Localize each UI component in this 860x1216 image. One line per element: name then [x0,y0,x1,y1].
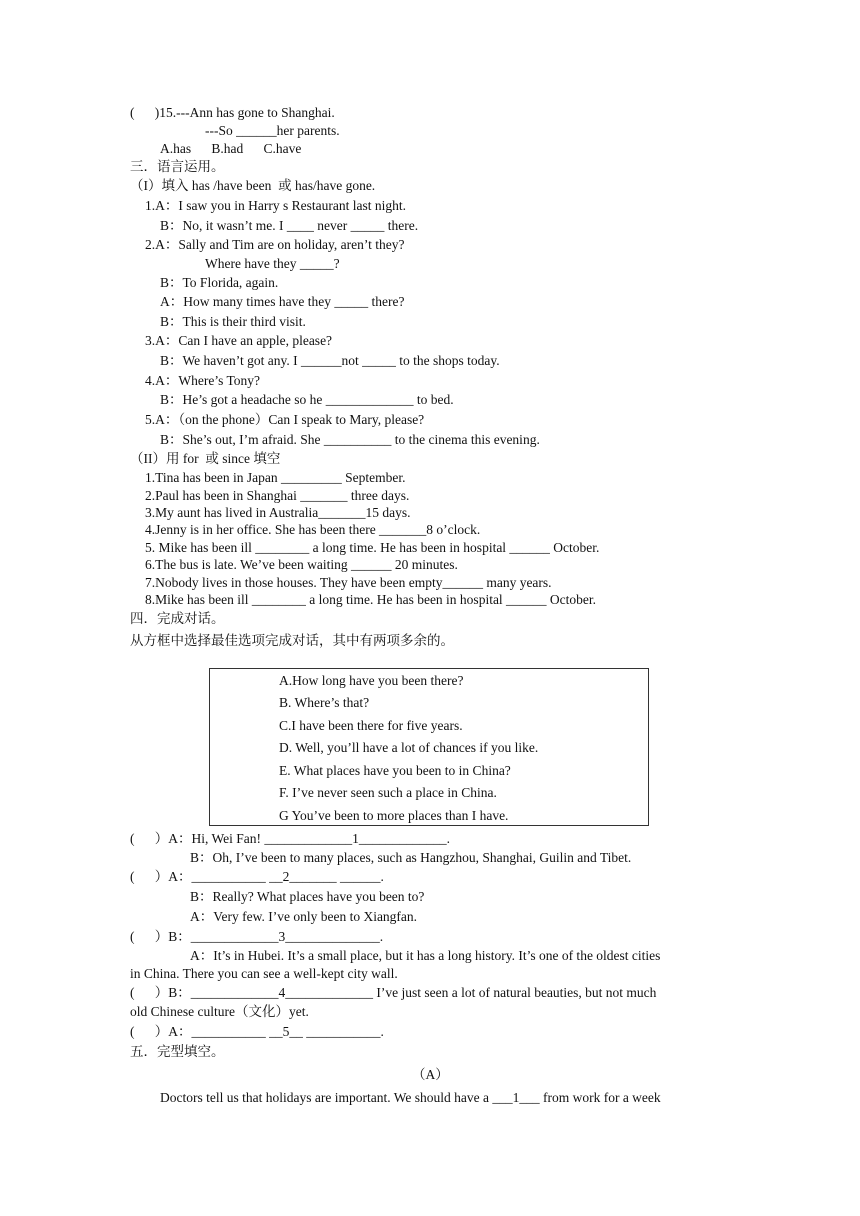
exercise-line: 4.A：Where’s Tony? [145,373,261,388]
dialog-line: old Chinese culture（文化）yet. [130,1004,309,1019]
option-a: A.How long have you been there? [279,673,464,688]
dialog-line: A：Very few. I’ve only been to Xiangfan. [190,909,418,924]
part-1-title: （I）填入 has /have been 或 has/have gone. [130,178,376,193]
passage-label: （A） [412,1067,449,1082]
option-e: E. What places have you been to in China? [279,763,511,778]
exercise-line: Where have they _____? [205,256,340,271]
fill-line: 1.Tina has been in Japan _________ September. [145,470,406,485]
option-g: G You’ve been to more places than I have. [279,808,509,823]
dialog-line: ( ）B：_____________3______________. [130,929,384,944]
section-3-title: 三．语言运用。 [130,159,225,174]
fill-line: 4.Jenny is in her office. She has been there _______8 o’clock. [145,522,481,537]
passage-text: Doctors tell us that holidays are important. We should have a ___1___ from work for a week [160,1090,661,1105]
dialog-line: ( ）B：_____________4_____________ I’ve just seen a lot of natural beauties, but not much [130,985,657,1000]
exercise-line: B：She’s out, I’m afraid. She __________ to the cinema this evening. [160,432,540,447]
dialog-line: B：Really? What places have you been to? [190,889,425,904]
dialog-line: ( ）A：___________ __2_______ ______. [130,869,384,884]
section-4-title: 四．完成对话。 [130,611,225,626]
section-5-title: 五．完型填空。 [130,1044,225,1059]
question-15-stem: ( )15.---Ann has gone to Shanghai. [130,105,335,120]
question-15-reply: ---So ______her parents. [205,123,340,138]
fill-line: 7.Nobody lives in those houses. They have been empty______ many years. [145,575,552,590]
part-2-title: （II）用 for 或 since 填空 [130,451,281,466]
fill-line: 6.The bus is late. We’ve been waiting ______ 20 minutes. [145,557,458,572]
dialog-line: B：Oh, I’ve been to many places, such as Hangzhou, Shanghai, Guilin and Tibet. [190,850,632,865]
fill-line: 3.My aunt has lived in Australia_______15 days. [145,505,411,520]
exercise-line: B：No, it wasn’t me. I ____ never _____ there. [160,218,419,233]
option-b: B. Where’s that? [279,695,370,710]
option-c: C.I have been there for five years. [279,718,463,733]
dialog-line: A：It’s in Hubei. It’s a small place, but it has a long history. It’s one of the oldest cities [190,948,661,963]
exercise-line: 2.A：Sally and Tim are on holiday, aren’t they? [145,237,405,252]
exercise-line: 1.A：I saw you in Harry s Restaurant last night. [145,198,406,213]
dialog-line: ( ）A：___________ __5__ ___________. [130,1024,384,1039]
exercise-line: B：To Florida, again. [160,275,279,290]
section-4-instruction: 从方框中选择最佳选项完成对话，其中有两项多余的。 [130,633,454,648]
exercise-line: B：He’s got a headache so he _____________ to bed. [160,392,454,407]
exercise-line: A：How many times have they _____ there? [160,294,405,309]
question-15-options: A.has B.had C.have [160,141,302,156]
exercise-line: 3.A：Can I have an apple, please? [145,333,333,348]
fill-line: 8.Mike has been ill ________ a long time. He has been in hospital ______ October. [145,592,597,607]
fill-line: 5. Mike has been ill ________ a long time. He has been in hospital ______ October. [145,540,600,555]
exercise-line: B：This is their third visit. [160,314,306,329]
dialog-line: ( ）A：Hi, Wei Fan! _____________1_____________. [130,831,451,846]
exercise-line: B：We haven’t got any. I ______not _____ to the shops today. [160,353,500,368]
option-d: D. Well, you’ll have a lot of chances if you like. [279,740,539,755]
fill-line: 2.Paul has been in Shanghai _______ three days. [145,488,410,503]
exercise-line: 5.A：（on the phone）Can I speak to Mary, please? [145,412,425,427]
dialog-line: in China. There you can see a well-kept city wall. [130,966,398,981]
option-f: F. I’ve never seen such a place in China. [279,785,497,800]
